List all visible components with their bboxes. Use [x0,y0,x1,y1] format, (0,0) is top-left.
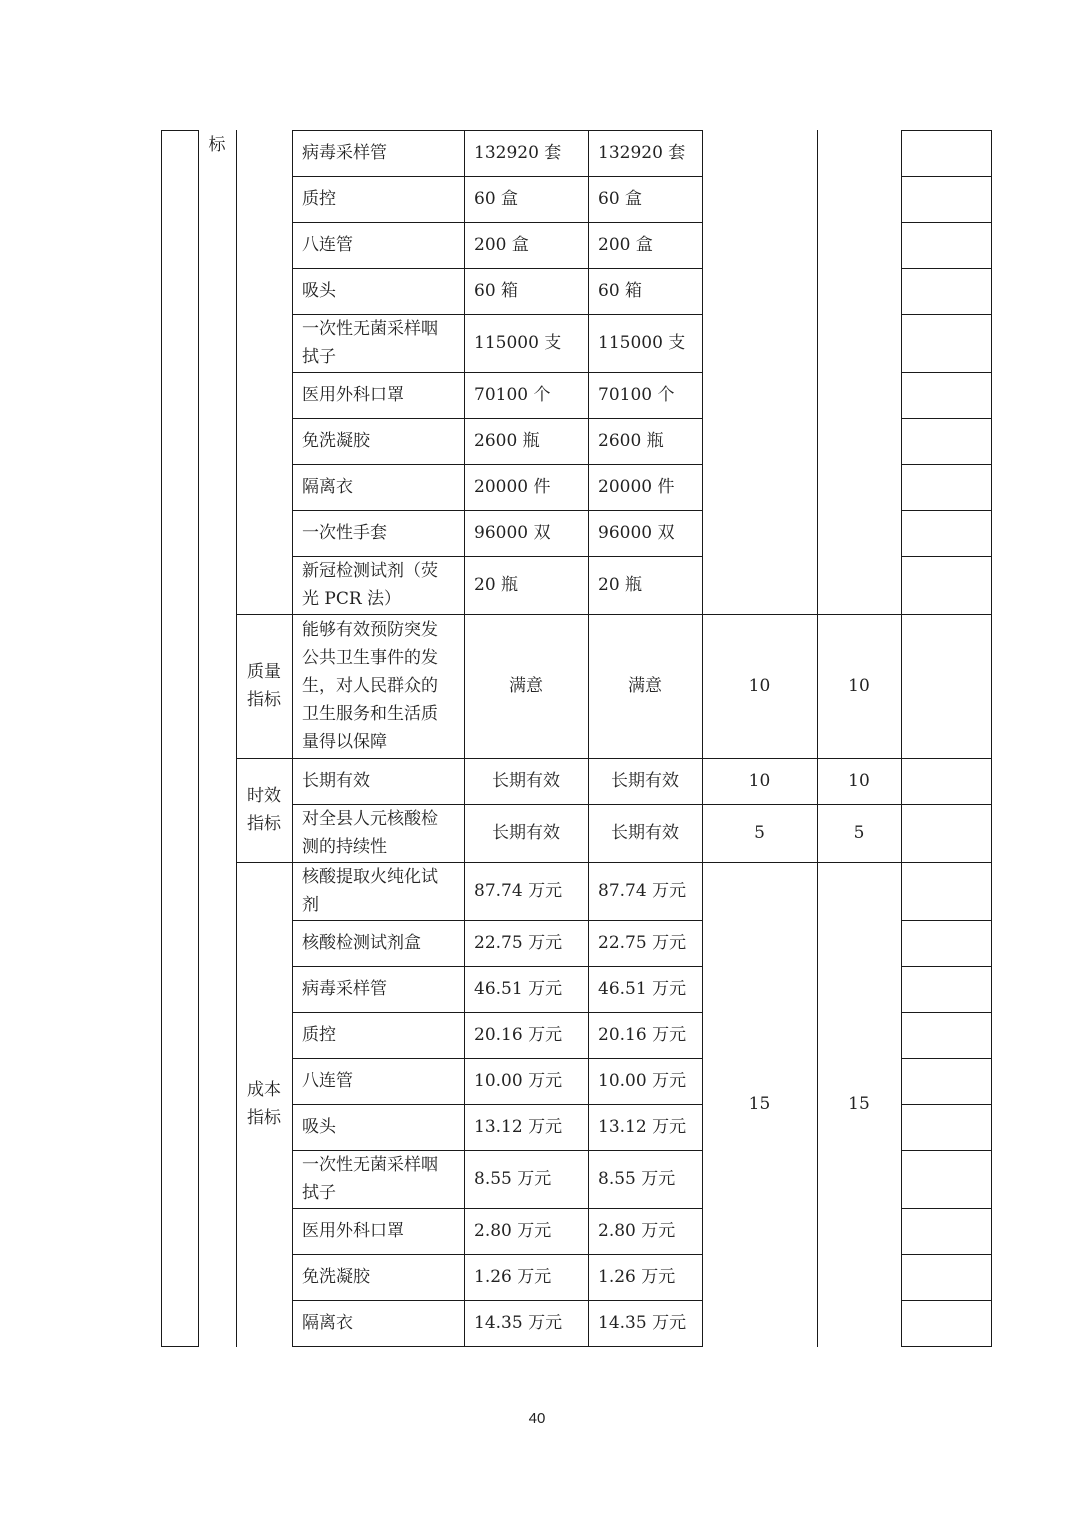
actual-value: 20000 件 [598,477,675,497]
indicator-item: 新冠检测试剂（荧光 PCR 法） [302,561,438,609]
actual-value: 2600 瓶 [598,431,664,451]
grid-line [236,130,237,1347]
plan-value: 70100 个 [474,385,551,405]
grid-line [901,556,992,557]
actual-value: 1.26 万元 [598,1267,676,1287]
actual-value: 14.35 万元 [598,1313,687,1333]
plan-value: 115000 支 [474,333,562,353]
plan-value: 87.74 万元 [474,881,563,901]
category-fragment: 标 [208,135,226,155]
grid-line [901,1300,992,1301]
score-value: 15 [848,1094,870,1114]
plan-value: 60 盒 [474,189,519,209]
grid-line [901,130,902,1347]
actual-value: 长期有效 [611,771,679,791]
plan-value: 长期有效 [492,823,560,843]
grid-line [991,130,992,1347]
page-number: 40 [528,1410,546,1427]
score-value: 10 [848,676,870,696]
plan-value: 14.35 万元 [474,1313,563,1333]
grid-line [464,130,465,1347]
actual-value: 长期有效 [611,823,679,843]
grid-line [161,130,162,1347]
weight-value: 5 [754,823,765,843]
indicator-item: 医用外科口罩 [302,1221,404,1241]
grid-line [901,130,992,131]
indicator-item: 免洗凝胶 [302,1267,370,1287]
grid-line [901,1150,992,1151]
plan-value: 132920 套 [474,143,562,163]
actual-value: 13.12 万元 [598,1117,687,1137]
score-value: 5 [853,823,865,843]
indicator-item: 吸头 [302,1117,336,1137]
category-label-line: 指标 [247,814,281,834]
plan-value: 8.55 万元 [474,1169,552,1189]
grid-line [901,920,992,921]
grid-line [817,130,818,1347]
indicator-item: 核酸提取火纯化试剂 [302,867,438,915]
plan-value: 2.80 万元 [474,1221,552,1241]
indicator-item: 病毒采样管 [302,979,387,999]
category-label-line: 时效 [247,786,281,806]
actual-value: 46.51 万元 [598,979,687,999]
actual-value: 60 盒 [598,189,643,209]
actual-value: 70100 个 [598,385,675,405]
actual-value: 20 瓶 [598,575,643,595]
indicator-item: 能够有效预防突发公共卫生事件的发生，对人民群众的卫生服务和生活质量得以保障 [302,620,438,752]
indicator-item: 免洗凝胶 [302,431,370,451]
grid-line [901,222,992,223]
actual-value: 满意 [628,676,662,696]
category-label-line: 指标 [247,1108,281,1128]
actual-value: 60 箱 [598,281,643,301]
indicator-item: 质控 [302,189,336,209]
category-cost [244,1076,284,1132]
plan-value: 22.75 万元 [474,933,563,953]
grid-line [161,1346,199,1347]
grid-line [901,372,992,373]
grid-line [292,130,293,1347]
category-label-line: 指标 [247,690,281,710]
indicator-item: 八连管 [302,235,353,255]
grid-line [901,1346,992,1347]
indicator-item: 吸头 [302,281,336,301]
actual-value: 96000 双 [598,523,675,543]
grid-line [901,1012,992,1013]
actual-value: 8.55 万元 [598,1169,676,1189]
weight-value: 10 [748,676,771,696]
category-timeliness [244,782,284,838]
grid-line [161,130,199,131]
indicator-item: 病毒采样管 [302,143,387,163]
plan-value: 96000 双 [474,523,551,543]
indicator-item: 一次性手套 [302,523,387,543]
grid-line [901,1208,992,1209]
grid-line [198,130,199,1347]
grid-line [292,1346,703,1347]
actual-value: 10.00 万元 [598,1071,687,1091]
plan-value: 10.00 万元 [474,1071,563,1091]
plan-value: 20000 件 [474,477,551,497]
indicator-item: 八连管 [302,1071,353,1091]
weight-value: 10 [748,771,771,791]
plan-value: 20 瓶 [474,575,519,595]
grid-line [901,1104,992,1105]
grid-line [901,1058,992,1059]
score-value: 10 [848,771,870,791]
indicator-item: 隔离衣 [302,477,353,497]
grid-line [901,418,992,419]
indicator-item: 质控 [302,1025,336,1045]
plan-value: 满意 [509,676,543,696]
indicator-item: 医用外科口罩 [302,385,404,405]
plan-value: 1.26 万元 [474,1267,552,1287]
grid-line [901,268,992,269]
actual-value: 132920 套 [598,143,686,163]
indicator-item: 一次性无菌采样咽拭子 [302,319,438,367]
indicator-item: 核酸检测试剂盒 [302,933,421,953]
plan-value: 60 箱 [474,281,519,301]
weight-value: 15 [748,1094,771,1114]
category-quality [244,658,284,714]
grid-line [901,464,992,465]
grid-line [901,314,992,315]
plan-value: 200 盒 [474,235,529,255]
actual-value: 200 盒 [598,235,653,255]
grid-line [901,510,992,511]
grid-line [901,176,992,177]
indicator-item: 隔离衣 [302,1313,353,1333]
actual-value: 2.80 万元 [598,1221,676,1241]
plan-value: 20.16 万元 [474,1025,563,1045]
grid-line [901,966,992,967]
indicator-item: 一次性无菌采样咽拭子 [302,1155,438,1203]
plan-value: 46.51 万元 [474,979,563,999]
indicator-item: 长期有效 [302,771,370,791]
plan-value: 13.12 万元 [474,1117,563,1137]
plan-value: 2600 瓶 [474,431,540,451]
plan-value: 长期有效 [492,771,560,791]
category-label-line: 成本 [247,1080,281,1100]
category-label-line: 质量 [247,662,281,682]
actual-value: 115000 支 [598,333,686,353]
grid-line [901,1254,992,1255]
actual-value: 87.74 万元 [598,881,687,901]
grid-line [702,130,703,1347]
indicator-item: 对全县人元核酸检测的持续性 [302,809,438,857]
grid-line [588,130,589,1347]
actual-value: 20.16 万元 [598,1025,687,1045]
actual-value: 22.75 万元 [598,933,687,953]
